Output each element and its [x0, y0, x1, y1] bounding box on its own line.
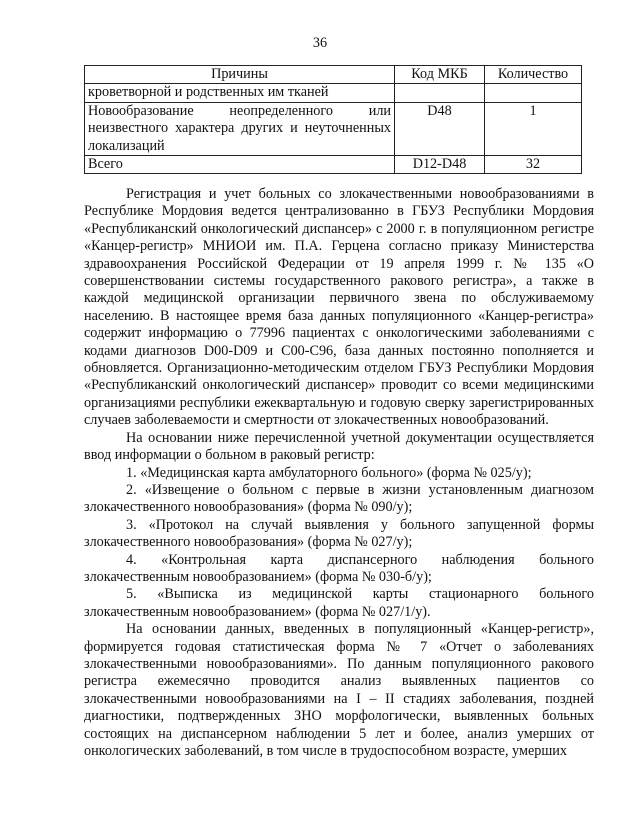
- cell-code: D48: [395, 102, 485, 155]
- cell-code: [395, 84, 485, 102]
- list-item: 5. «Выписка из медицинской карты стационарного больного злокачественным новообразованием» (форма № 027/1/у).: [84, 586, 594, 620]
- list-item: 1. «Медицинская карта амбулаторного больного» (форма № 025/у);: [126, 464, 532, 481]
- header-cause: Причины: [85, 66, 395, 84]
- list-item: 3. «Протокол на случай выявления у больного запущенной формы злокачественного новообразования» (форма № 027/у);: [84, 516, 594, 551]
- table-header-row: [85, 66, 582, 84]
- cell-count: 1: [485, 102, 582, 155]
- cell-cause: Всего: [85, 156, 395, 174]
- cell-cause: Новообразование неопределенного или неизвестного характера других и неуточненных локализаций: [85, 102, 395, 155]
- list-item: 2. «Извещение о больном с первые в жизни установленным диагнозом злокачественного новообразования» (форма № 090/у);: [84, 481, 594, 516]
- paragraph-statistical-form: На основании данных, введенных в популяционный «Канцер-регистр», формируется годовая статистическая форма № 7 «Отчет о заболеваниях злокачественными новообразованиями». По данным популяционного ракового регистра ежемесячно проводится анализ выявленных пациентов со злокачественными новообразованиями на I – II стадиях заболевания, поздней диагностики, подтвержденных ЗНО морфологически, выявленных больных состоящих на диспансерном наблюдении 5 лет и более, анализ умерших от онкологических заболеваний, в том числе в трудоспособном возрасте, умерших: [84, 621, 594, 759]
- header-count: Количество: [485, 66, 582, 84]
- page-number: 36: [312, 35, 328, 51]
- cell-count: 32: [485, 156, 582, 174]
- list-item: 4. «Контрольная карта диспансерного наблюдения больного злокачественным новообразованием» (форма № 030-б/у);: [84, 551, 594, 585]
- table-row: [85, 102, 582, 155]
- cell-count: [485, 84, 582, 102]
- table-row: [85, 84, 582, 102]
- icd-table: [84, 65, 582, 174]
- cell-code: D12-D48: [395, 156, 485, 174]
- paragraph-registry: Регистрация и учет больных со злокачественными новообразованиями в Республике Мордовия ведется централизованно в ГБУЗ Республики Мордовия «Республиканский онкологический диспансер» с 2000 г. в популяционном регистре «Канцер-регистр» МНИОИ им. П.А. Герцена согласно приказу Министерства здравоохранения Российской Федерации от 19 апреля 1999 г. № 135 «О совершенствовании системы государственного ракового регистра», а также в каждой медицинской организации первичного звена по обслуживаемому населению. В настоящее время база данных популяционного «Канцер-регистра» содержит информацию о 77996 пациентах с онкологическими заболеваниями с кодами диагнозов D00-D09 и C00-C96, база данных постоянно пополняется и обновляется. Организационно-методическим отделом ГБУЗ Республики Мордовия «Республиканский онкологический диспансер» проводит со всеми медицинскими организациями республики ежеквартальную и годовую сверку зарегистрированных случаев заболеваемости и смертности от злокачественных новообразований.: [84, 186, 594, 429]
- table-row-total: [85, 156, 582, 174]
- body-text: [84, 186, 594, 760]
- header-icd-code: Код МКБ: [395, 66, 485, 84]
- paragraph-documentation-intro: На основании ниже перечисленной учетной документации осуществляется ввод информации о больном в раковый регистр:: [84, 429, 594, 464]
- cell-cause: кроветворной и родственных им тканей: [85, 84, 395, 102]
